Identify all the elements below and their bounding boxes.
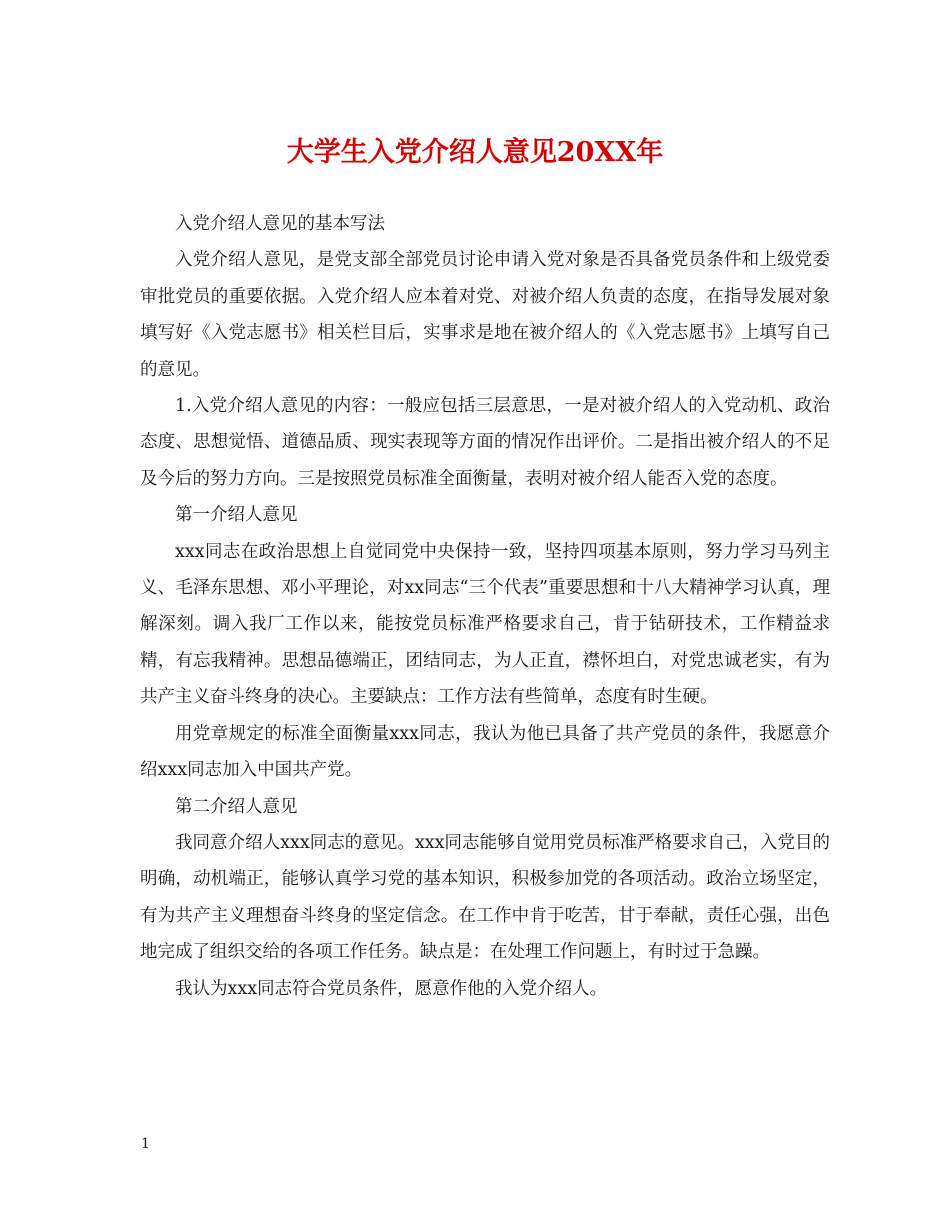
paragraph: xxx同志在政治思想上自觉同党中央保持一致，坚持四项基本原则，努力学习马列主义、毛泽东思想、邓小平理论，对xx同志“三个代表”重要思想和十八大精神学习认真，理解深刻。调入我厂工作以来，能按党员标准严格要求自己，肯于钻研技术，工作精益求精，有忘我精神。思想品德端正，团结同志，为人正直，襟怀坦白，对党忠诚老实，有为共产主义奋斗终身的决心。主要缺点：工作方法有些简单，态度有时生硬。	[140, 541, 830, 708]
paragraph: 我同意介绍人xxx同志的意见。xxx同志能够自觉用党员标准严格要求自己，入党目的明确，动机端正，能够认真学习党的基本知识，积极参加党的各项活动。政治立场坚定，有为共产主义理想奋斗终身的坚定信念。在工作中肯于吃苦，甘于奉献，责任心强，出色地完成了组织交给的各项工作任务。缺点是：在处理工作问题上，有时过于急躁。	[140, 832, 830, 963]
paragraph: 用党章规定的标准全面衡量xxx同志，我认为他已具备了共产党员的条件，我愿意介绍xxx同志加入中国共产党。	[140, 723, 830, 781]
document-title: 大学生入党介绍人意见20XX年	[286, 137, 664, 168]
page-number: 1	[141, 1136, 150, 1152]
section-heading: 第一介绍人意见	[175, 505, 298, 526]
paragraph: 我认为xxx同志符合党员条件，愿意作他的入党介绍人。	[175, 978, 608, 999]
section-heading: 第二介绍人意见	[175, 796, 298, 817]
paragraph: 入党介绍人意见，是党支部全部党员讨论申请入党对象是否具备党员条件和上级党委审批党员的重要依据。入党介绍人应本着对党、对被介绍人负责的态度，在指导发展对象填写好《入党志愿书》相关栏目后，实事求是地在被介绍人的《入党志愿书》上填写自己的意见。	[140, 250, 830, 380]
paragraph: 入党介绍人意见的基本写法	[175, 214, 385, 234]
paragraph: 1.入党介绍人意见的内容：一般应包括三层意思，一是对被介绍人的入党动机、政治态度、思想觉悟、道德品质、现实表现等方面的情况作出评价。二是指出被介绍人的不足及今后的努力方向。三是按照党员标准全面衡量，表明对被介绍人能否入党的态度。	[140, 396, 830, 489]
document-body	[140, 206, 830, 1007]
